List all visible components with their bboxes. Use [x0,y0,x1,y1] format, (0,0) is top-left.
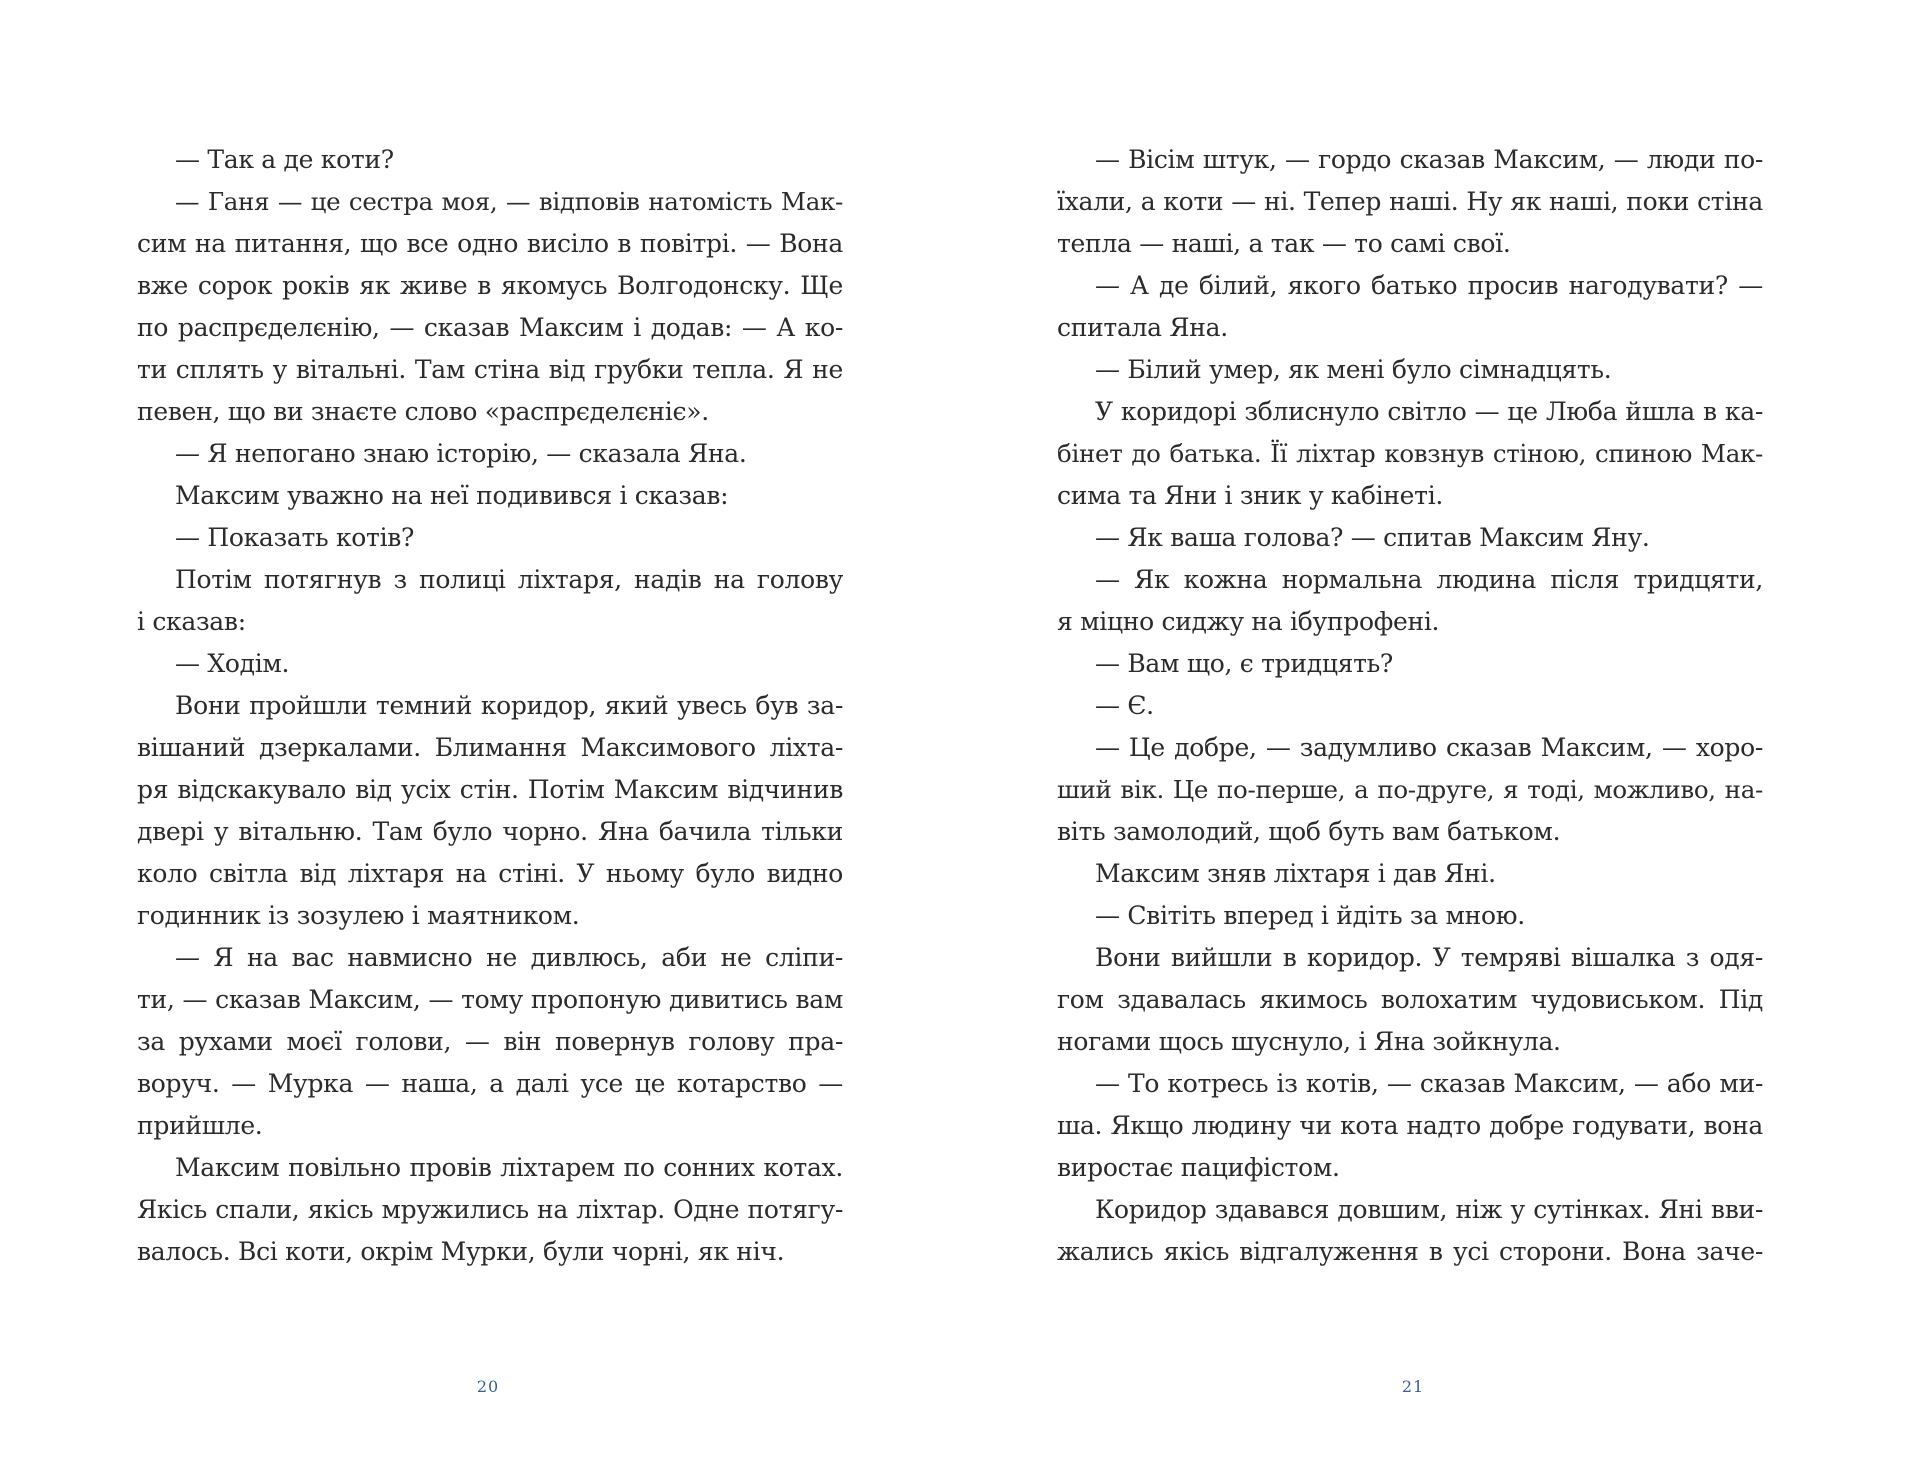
text-line: віть замолодий, щоб буть вам батьком. [1057,817,1561,846]
text-line: по распрєделєнію, — сказав Максим і додав: — А ко- [137,313,843,342]
text-line: — Я непогано знаю історію, — сказала Яна. [175,439,747,468]
text-line: Максим уважно на неї подивився і сказав: [175,481,729,510]
text-line: — Вісім штук, — гордо сказав Максим, — люди по- [1095,145,1763,174]
text-line: — Білий умер, як мені було сімнадцять. [1095,355,1612,384]
right-page-text [1057,139,1763,1273]
text-line: Максим зняв ліхтаря і дав Яні. [1095,859,1496,888]
page-number-right: 21 [1401,1377,1425,1396]
text-line: прийшле. [137,1111,263,1140]
text-line: бінет до батька. Її ліхтар ковзнув стіною, спиною Мак- [1057,439,1763,468]
text-line: Якісь спали, якісь мружились на ліхтар. Одне потягу- [137,1195,843,1224]
text-line: — Так а де коти? [175,145,394,174]
text-line: — Світіть вперед і йдіть за мною. [1095,901,1525,930]
text-line: — То котресь із котів, — сказав Максим, — або ми- [1095,1069,1763,1098]
text-line: коло світла від ліхтаря на стіні. У ньому було видно [137,859,843,888]
left-page-text [137,139,843,1273]
text-line: і сказав: [137,607,246,636]
text-line: — Вам що, є тридцять? [1095,649,1394,678]
page-number-left: 20 [476,1377,500,1396]
text-line: воруч. — Мурка — наша, а далі усе це котарство — [137,1069,843,1098]
text-line: жались якісь відгалуження в усі сторони. Вона заче- [1057,1237,1763,1266]
text-line: ря відскакувало від усіх стін. Потім Максим відчинив [137,775,843,804]
text-line: спитала Яна. [1057,313,1228,342]
text-line: я міцно сиджу на ібупрофені. [1057,607,1440,636]
right-page [960,0,1920,1477]
text-line: годинник із зозулею і маятником. [137,901,580,930]
text-line: У коридорі зблиснуло світло — це Люба йшла в ка- [1095,397,1763,426]
text-line: певен, що ви знаєте слово «распрєделєніє». [137,397,709,426]
text-line: гом здавалась якимось волохатим чудовиськом. Під [1057,985,1763,1014]
text-line: Вони пройшли темний коридор, який увесь був за- [175,691,843,720]
text-line: — Як ваша голова? — спитав Максим Яну. [1095,523,1650,552]
text-line: ший вік. Це по-перше, а по-друге, я тоді, можливо, на- [1057,775,1763,804]
text-line: ногами щось шуснуло, і Яна зойкнула. [1057,1027,1561,1056]
text-line: — Ганя — це сестра моя, — відповів натомість Мак- [175,187,843,216]
text-line: — Як кожна нормальна людина після тридцяти, [1095,565,1763,594]
text-line: сим на питання, що все одно висіло в повітрі. — Вона [137,229,843,258]
text-line: Вони вийшли в коридор. У темряві вішалка з одя- [1095,943,1763,972]
text-line: тепла — наші, а так — то самі свої. [1057,229,1511,258]
text-line: — А де білий, якого батько просив нагодувати? — [1095,271,1763,300]
text-line: їхали, а коти — ні. Тепер наші. Ну як наші, поки стіна [1057,187,1763,216]
text-line: — Ходім. [175,649,290,678]
text-line: сима та Яни і зник у кабінеті. [1057,481,1444,510]
text-line: — Це добре, — задумливо сказав Максим, — хоро- [1095,733,1763,762]
text-line: виростає пацифістом. [1057,1153,1340,1182]
text-line: двері у вітальню. Там було чорно. Яна бачила тільки [137,817,843,846]
text-line: ша. Якщо людину чи кота надто добре годувати, вона [1057,1111,1763,1140]
text-line: валось. Всі коти, окрім Мурки, були чорні, як ніч. [137,1237,785,1266]
text-line: Потім потягнув з полиці ліхтаря, надів на голову [175,565,843,594]
text-line: ти, — сказав Максим, — тому пропоную дивитись вам [137,985,843,1014]
text-line: за рухами моєї голови, — він повернув голову пра- [137,1027,843,1056]
text-line: вішаний дзеркалами. Блимання Максимового ліхта- [137,733,843,762]
text-line: — Показать котів? [175,523,415,552]
text-line: — Є. [1095,691,1154,720]
text-line: ти сплять у вітальні. Там стіна від грубки тепла. Я не [137,355,843,384]
text-line: Максим повільно провів ліхтарем по сонних котах. [175,1153,843,1182]
text-line: вже сорок років як живе в якомусь Волгодонску. Ще [137,271,843,300]
text-line: Коридор здавався довшим, ніж у сутінках. Яні вви- [1095,1195,1763,1224]
text-line: — Я на вас навмисно не дивлюсь, аби не сліпи- [175,943,843,972]
